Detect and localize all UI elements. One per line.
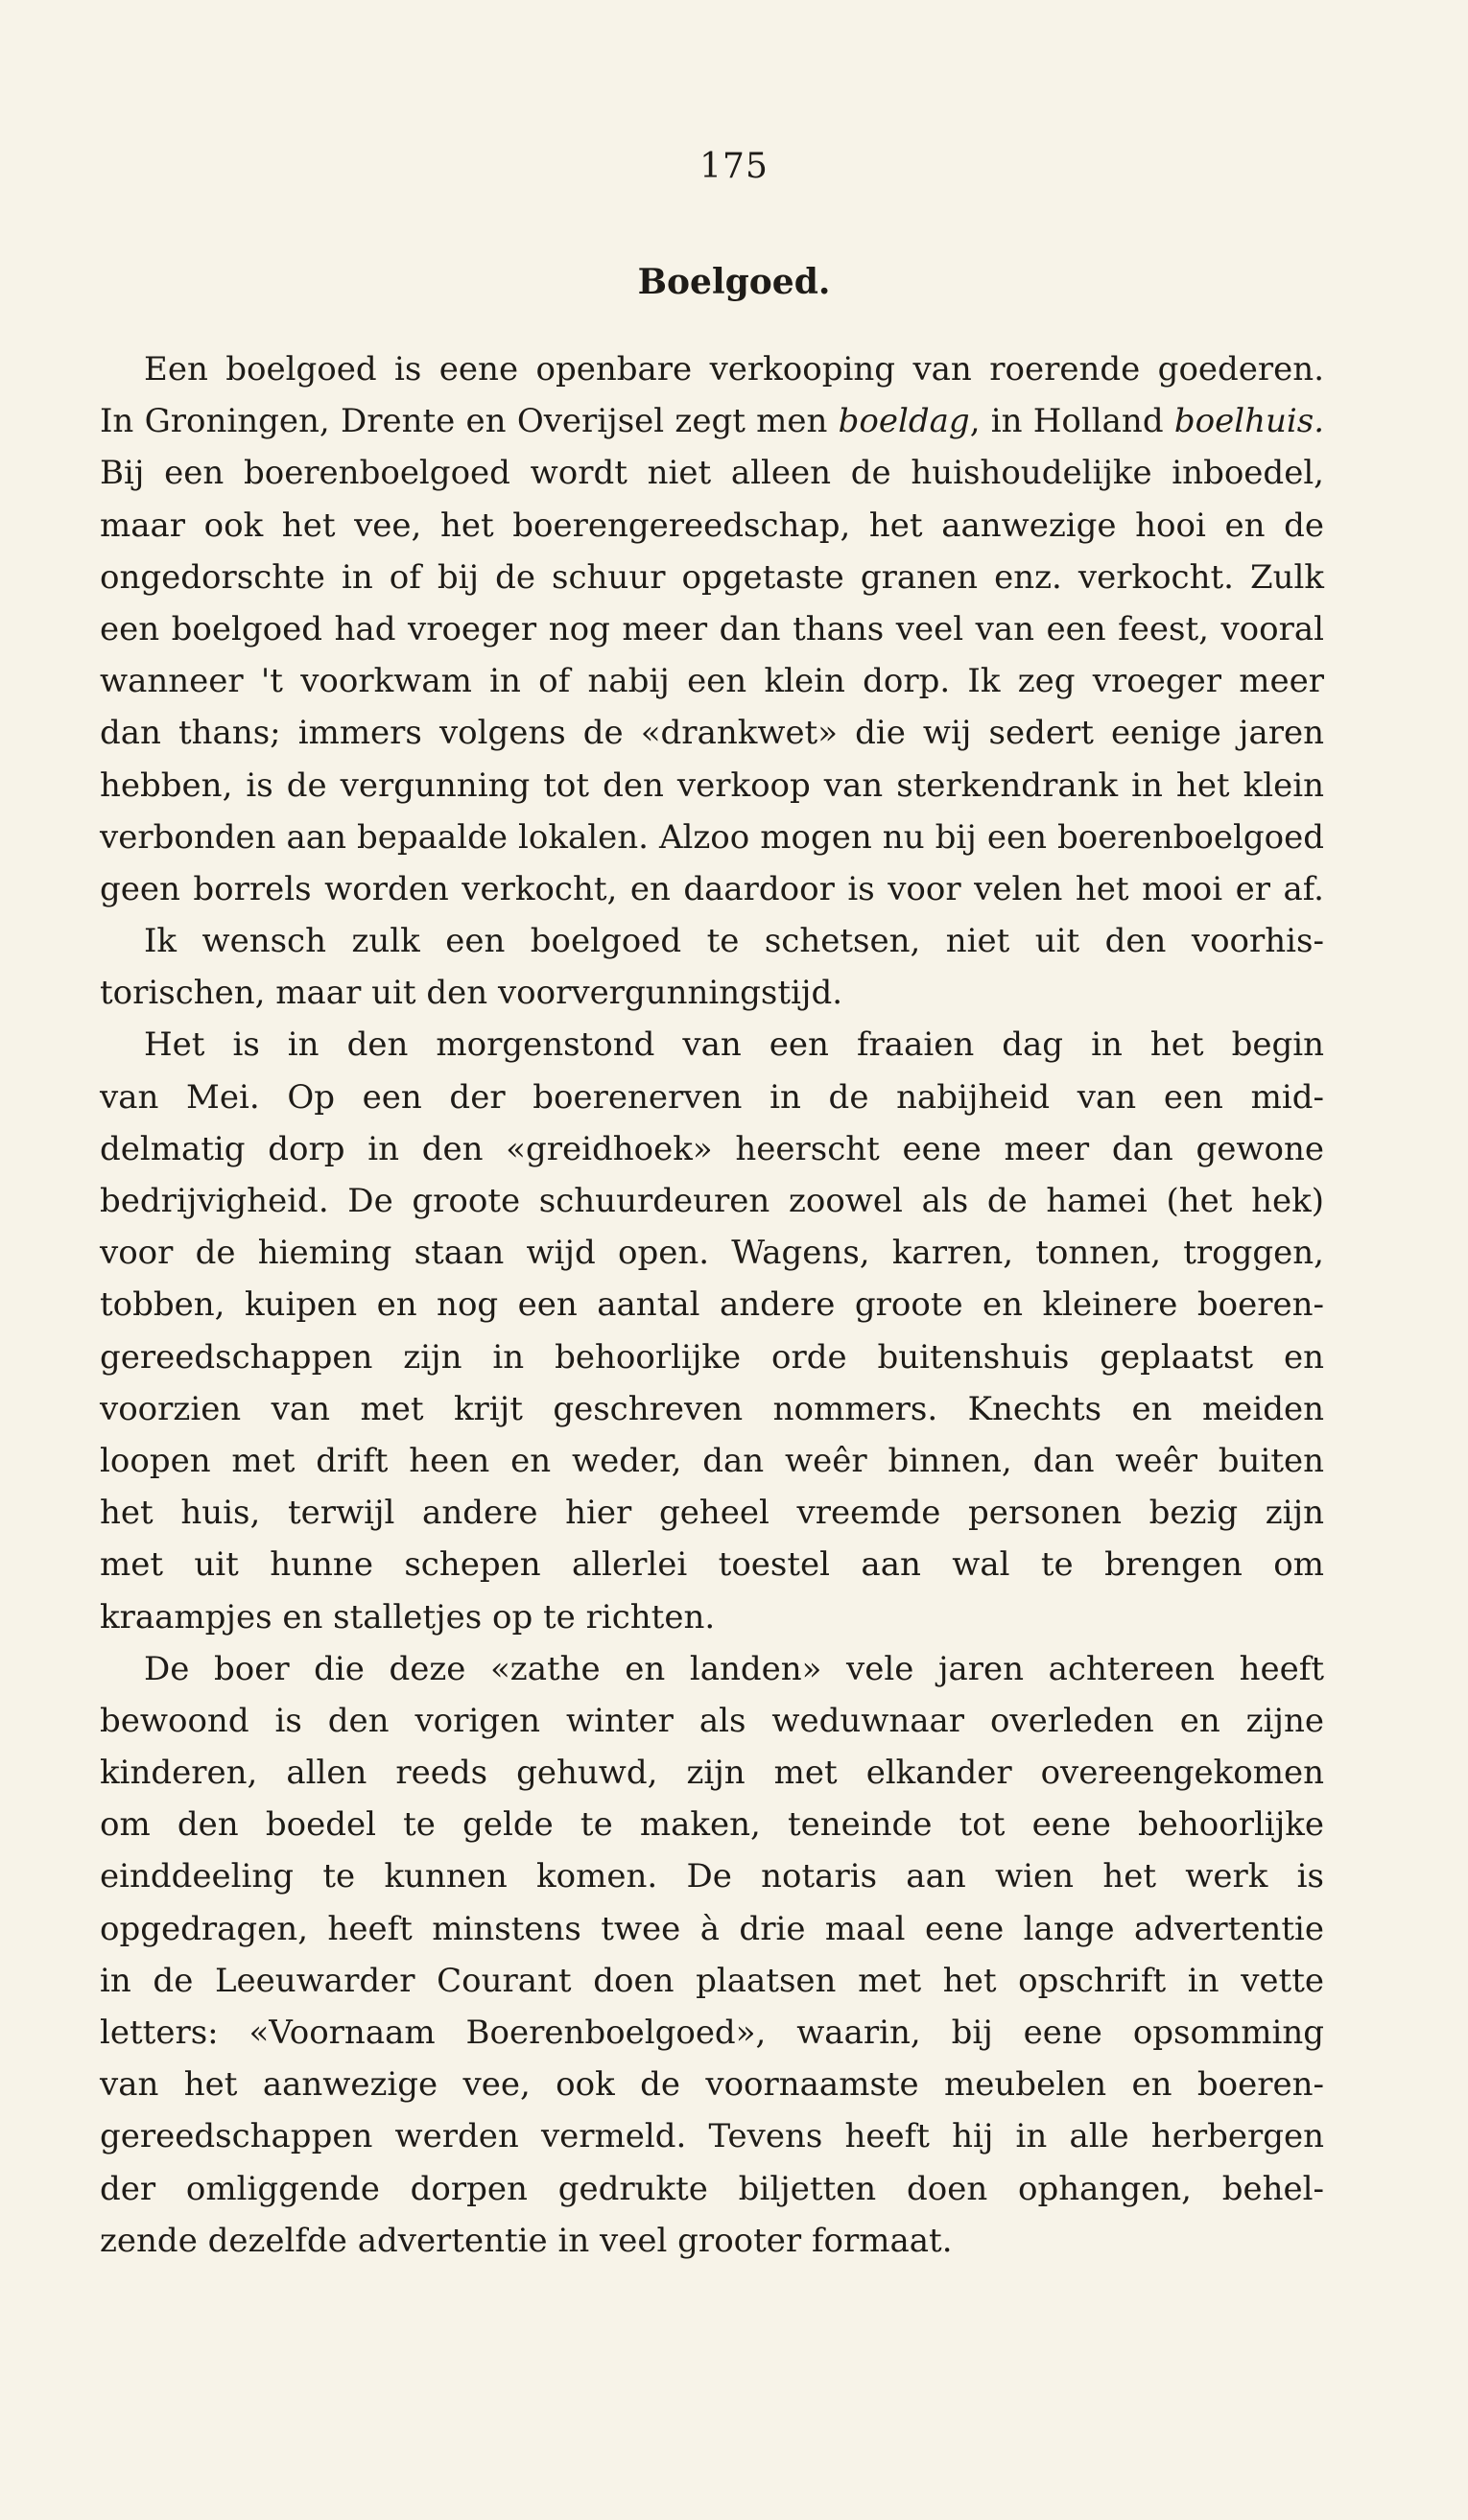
text-line — [100, 655, 1324, 707]
text-line — [100, 500, 1324, 552]
text-line — [100, 863, 1324, 915]
text-line — [100, 1019, 1324, 1071]
text-line — [100, 1955, 1324, 2007]
text-line — [100, 603, 1324, 655]
text-segment: De boer die deze «zathe en landen» vele jaren achtereen heeft — [144, 1649, 1324, 1688]
text-segment: delmatig dorp in den «greidhoek» heerscht eene meer dan gewone — [100, 1129, 1324, 1168]
text-segment: een boelgoed had vroeger nog meer dan thans veel van een feest, vooral — [100, 609, 1324, 648]
text-segment: wanneer 't voorkwam in of nabij een klein dorp. Ik zeg vroeger meer — [100, 662, 1324, 701]
text-line — [100, 760, 1324, 812]
text-line — [100, 1903, 1324, 1955]
text-line — [100, 343, 1324, 395]
text-line — [100, 1591, 1324, 1643]
text-line — [100, 1279, 1324, 1331]
text-segment: bedrijvigheid. De groote schuurdeuren zoowel als de hamei (het hek) — [100, 1182, 1324, 1220]
text-segment: der omliggende dorpen gedrukte biljetten doen ophangen, behel- — [100, 2169, 1324, 2208]
text-line — [100, 395, 1324, 447]
text-segment: verbonden aan bepaalde lokalen. Alzoo mogen nu bij een boerenboelgoed — [100, 817, 1324, 857]
text-segment: letters: «Voornaam Boerenboelgoed», waarin, bij eene opsomming — [100, 2014, 1324, 2052]
text-segment: bewoond is den vorigen winter als weduwnaar overleden en zijne — [100, 1701, 1324, 1740]
text-line — [100, 1331, 1324, 1383]
text-line — [100, 1383, 1324, 1435]
text-line — [100, 2163, 1324, 2215]
text-segment: van het aanwezige vee, ook de voornaamste meubelen en boeren- — [100, 2065, 1324, 2105]
text-line — [100, 1850, 1324, 1902]
text-segment: loopen met drift heen en weder, dan weêr binnen, dan weêr buiten — [100, 1441, 1324, 1480]
text-line — [100, 915, 1324, 967]
text-line — [100, 707, 1324, 759]
text-segment: kinderen, allen reeds gehuwd, zijn met elkander overeengekomen — [100, 1754, 1324, 1793]
text-segment: Bij een boerenboelgoed wordt niet alleen de huishoudelijke inboedel, — [100, 454, 1324, 493]
text-line — [100, 1695, 1324, 1747]
text-segment: opgedragen, heeft minstens twee à drie maal eene lange advertentie — [100, 1909, 1324, 1948]
text-line — [100, 2007, 1324, 2059]
text-line — [100, 1487, 1324, 1539]
text-segment: ongedorschte in of bij de schuur opgetaste granen enz. verkocht. Zulk — [100, 557, 1324, 597]
text-line — [100, 1539, 1324, 1590]
text-line — [100, 1643, 1324, 1695]
text-segment: zende dezelfde advertentie in veel grooter formaat. — [100, 2221, 953, 2260]
text-line — [100, 1227, 1324, 1279]
italic-word: boelhuis. — [1173, 402, 1324, 441]
text-segment: voorzien van met krijt geschreven nommers. Knechts en meiden — [100, 1389, 1324, 1428]
text-segment: dan thans; immers volgens de «drankwet» die wij sedert eenige jaren — [100, 714, 1324, 753]
text-segment: einddeeling te kunnen komen. De notaris aan wien het werk is — [100, 1857, 1324, 1896]
text-line — [100, 967, 1324, 1019]
text-segment: van Mei. Op een der boerenerven in de nabijheid van een mid- — [100, 1077, 1324, 1117]
section-heading: Boelgoed. — [637, 262, 831, 302]
text-segment: In Groningen, Drente en Overijsel zegt men — [100, 402, 839, 441]
text-segment: Het is in den morgenstond van een fraaien dag in het begin — [144, 1025, 1324, 1065]
text-segment: hebben, is de vergunning tot den verkoop van sterkendrank in het klein — [100, 765, 1324, 805]
text-segment: geen borrels worden verkocht, en daardoor is voor velen het mooi er af. — [100, 869, 1324, 908]
text-segment: torischen, maar uit den voorvergunningstijd. — [100, 974, 843, 1013]
text-segment: met uit hunne schepen allerlei toestel aan wal te brengen om — [100, 1545, 1324, 1585]
text-line — [100, 2215, 1324, 2267]
body-text — [100, 343, 1324, 2267]
text-segment: Ik wensch zulk een boelgoed te schetsen, niet uit den voorhis- — [144, 922, 1324, 961]
text-line — [100, 2110, 1324, 2162]
text-line — [100, 1123, 1324, 1175]
text-segment: maar ook het vee, het boerengereedschap, het aanwezige hooi en de — [100, 506, 1324, 545]
text-segment: in de Leeuwarder Courant doen plaatsen met het opschrift in vette — [100, 1961, 1324, 2000]
text-segment: voor de hieming staan wijd open. Wagens, karren, tonnen, troggen, — [100, 1234, 1324, 1273]
text-line — [100, 447, 1324, 499]
text-segment: , in Holland — [969, 402, 1174, 441]
text-segment: tobben, kuipen en nog een aantal andere groote en kleinere boeren- — [100, 1285, 1324, 1325]
text-segment: om den boedel te gelde te maken, teneinde tot eene behoorlijke — [100, 1805, 1324, 1845]
text-line — [100, 812, 1324, 863]
text-segment: Een boelgoed is eene openbare verkooping van roerende goederen. — [144, 350, 1324, 389]
text-line — [100, 1072, 1324, 1123]
text-line — [100, 1799, 1324, 1850]
text-line — [100, 1747, 1324, 1799]
page-number: 175 — [699, 147, 769, 186]
text-line — [100, 1435, 1324, 1487]
text-segment: kraampjes en stalletjes op te richten. — [100, 1597, 716, 1637]
text-line — [100, 2059, 1324, 2110]
text-segment: het huis, terwijl andere hier geheel vreemde personen bezig zijn — [100, 1494, 1324, 1533]
text-segment: gereedschappen zijn in behoorlijke orde buitenshuis geplaatst en — [100, 1337, 1324, 1377]
italic-word: boeldag — [838, 402, 970, 441]
text-segment: gereedschappen werden vermeld. Tevens heeft hij in alle herbergen — [100, 2117, 1324, 2156]
text-line — [100, 1175, 1324, 1227]
text-line — [100, 552, 1324, 603]
